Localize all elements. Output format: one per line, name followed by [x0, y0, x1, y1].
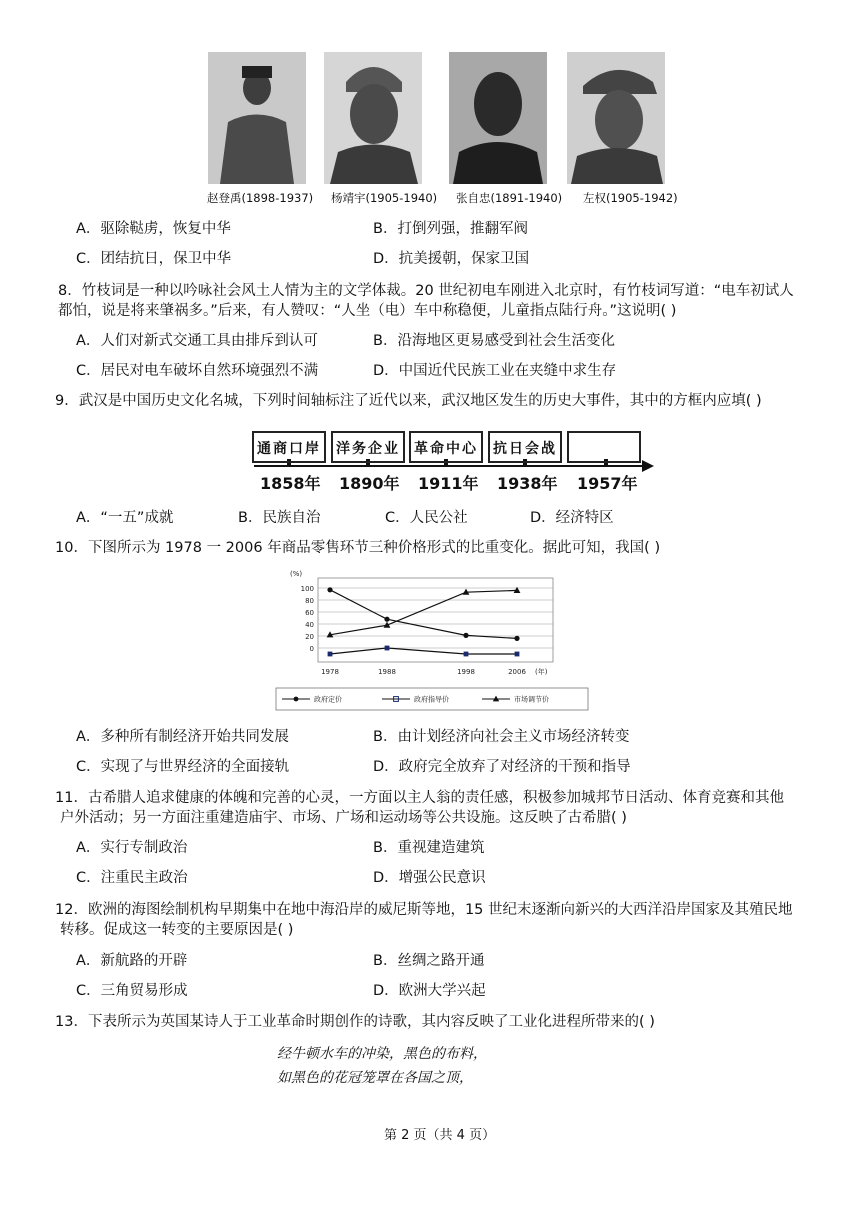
q11-stem-continued: 户外活动；另一方面注重建造庙宇、市场、广场和运动场等公共设施。这反映了古希腊( ): [60, 810, 627, 826]
photo-caption: 赵登禹(1898-1937): [207, 191, 314, 205]
price-share-line-chart: [270, 566, 600, 716]
q8-option-a: A．人们对新式交通工具由排斥到认可: [76, 333, 318, 349]
q11-stem: 11．古希腊人追求健康的体魄和完善的心灵，一方面以主人翁的责任感，积极参加城邦节日活动、体育竞赛和其他: [55, 790, 784, 806]
data-point: [464, 652, 469, 657]
q11-option-c: C．注重民主政治: [76, 870, 188, 886]
q7-option-a: A．驱除鞑虏，恢复中华: [76, 221, 231, 237]
q12-option-a: A．新航路的开辟: [76, 953, 188, 969]
q9-option-c: C．人民公社: [385, 510, 468, 526]
x-tick-label: 1978: [321, 668, 339, 676]
timeline-axis: [254, 465, 642, 467]
q8-option-d: D．中国近代民族工业在夹缝中求生存: [373, 363, 617, 379]
x-tick-label: 1988: [378, 668, 396, 676]
legend-label: 政府指导价: [414, 695, 449, 704]
timeline-event-box: 洋务企业: [331, 431, 405, 463]
series-line: [330, 590, 517, 639]
q7-option-c: C．团结抗日，保卫中华: [76, 251, 232, 267]
q12-option-b: B．丝绸之路开通: [373, 953, 485, 969]
q11-option-a: A．实行专制政治: [76, 840, 188, 856]
x-tick-label: 2006: [508, 668, 526, 676]
y-tick-label: 80: [305, 597, 314, 605]
q8-stem-continued: 都怕，说是将来肇祸多。”后来，有人赞叹：“人坐（电）车中称稳便，儿童指点陆行舟。”这说明( ): [58, 303, 677, 319]
y-tick-label: 40: [305, 621, 314, 629]
q7-option-b: B．打倒列强，推翻军阀: [373, 221, 528, 237]
q12-option-d: D．欧洲大学兴起: [373, 983, 486, 999]
q10-option-d: D．政府完全放弃了对经济的干预和指导: [373, 759, 631, 775]
timeline-year: 1957年: [577, 474, 638, 493]
q9-option-d: D．经济特区: [530, 510, 614, 526]
q8-option-c: C．居民对电车破坏自然环境强烈不满: [76, 363, 319, 379]
page-footer: 第 2 页（共 4 页）: [384, 1128, 496, 1143]
y-tick-label: 60: [305, 609, 314, 617]
q8-stem: 8．竹枝词是一种以吟咏社会风土人情为主的文学体裁。20 世纪初电车刚进入北京时，有竹枝词写道：“电车初试人: [58, 283, 794, 299]
data-point: [463, 633, 468, 638]
q12-option-c: C．三角贸易形成: [76, 983, 188, 999]
data-point: [328, 652, 333, 657]
x-tick-label: 1998: [457, 668, 475, 676]
q10-stem: 10．下图所示为 1978 一 2006 年商品零售环节三种价格形式的比重变化。据此可知，我国( ): [55, 540, 661, 556]
series-line: [330, 648, 517, 654]
portrait-photo: [324, 52, 422, 184]
q13-stem: 13．下表所示为英国某诗人于工业革命时期创作的诗歌，其内容反映了工业化进程所带来的( ): [55, 1014, 655, 1030]
legend-label: 政府定价: [314, 695, 342, 704]
timeline-blank-box: [567, 431, 641, 463]
timeline-year: 1938年: [497, 474, 558, 493]
timeline-event-box: 通商口岸: [252, 431, 326, 463]
data-point: [384, 617, 389, 622]
poem-line: 经牛顿水车的冲染，黑色的布料，: [277, 1046, 487, 1062]
photo-caption: 杨靖宇(1905-1940): [331, 191, 438, 205]
q9-option-b: B．民族自治: [238, 510, 321, 526]
y-tick-label: 0: [309, 645, 314, 653]
q9-option-a: A．“一五”成就: [76, 510, 174, 526]
series-line: [330, 590, 517, 634]
timeline-arrow: [642, 460, 654, 472]
photo-caption: 张自忠(1891-1940): [456, 191, 563, 205]
q10-option-b: B．由计划经济向社会主义市场经济转变: [373, 729, 630, 745]
poem-line: 如黑色的花冠笼罩在各国之顶，: [277, 1070, 473, 1086]
timeline-event-box: 革命中心: [409, 431, 483, 463]
y-tick-label: 20: [305, 633, 314, 641]
portrait-photo: [567, 52, 665, 184]
x-unit-label: (年): [535, 668, 548, 676]
q10-option-c: C．实现了与世界经济的全面接轨: [76, 759, 290, 775]
data-point: [327, 587, 332, 592]
y-tick-label: 100: [300, 585, 314, 593]
q11-option-d: D．增强公民意识: [373, 870, 486, 886]
timeline-year: 1911年: [418, 474, 479, 493]
data-point: [514, 636, 519, 641]
photo-caption: 左权(1905-1942): [583, 191, 678, 205]
timeline-year: 1890年: [339, 474, 400, 493]
legend-marker: [294, 697, 299, 702]
data-point: [385, 646, 390, 651]
q7-option-d: D．抗美援朝，保家卫国: [373, 251, 530, 267]
timeline-year: 1858年: [260, 474, 321, 493]
data-point: [515, 652, 520, 657]
q11-option-b: B．重视建造建筑: [373, 840, 485, 856]
timeline-event-box: 抗日会战: [488, 431, 562, 463]
q12-stem: 12．欧洲的海图绘制机构早期集中在地中海沿岸的威尼斯等地，15 世纪末逐渐向新兴的大西洋沿岸国家及其殖民地: [55, 902, 793, 918]
q9-stem: 9．武汉是中国历史文化名城，下列时间轴标注了近代以来，武汉地区发生的历史大事件，其中的方框内应填( ): [55, 393, 762, 409]
portrait-photo: [208, 52, 306, 184]
y-unit-label: (%): [290, 570, 303, 578]
q8-option-b: B．沿海地区更易感受到社会生活变化: [373, 333, 615, 349]
q10-option-a: A．多种所有制经济开始共同发展: [76, 729, 289, 745]
legend-label: 市场调节价: [514, 695, 549, 704]
portrait-photo: [449, 52, 547, 184]
q12-stem-continued: 转移。促成这一转变的主要原因是( ): [60, 922, 294, 938]
